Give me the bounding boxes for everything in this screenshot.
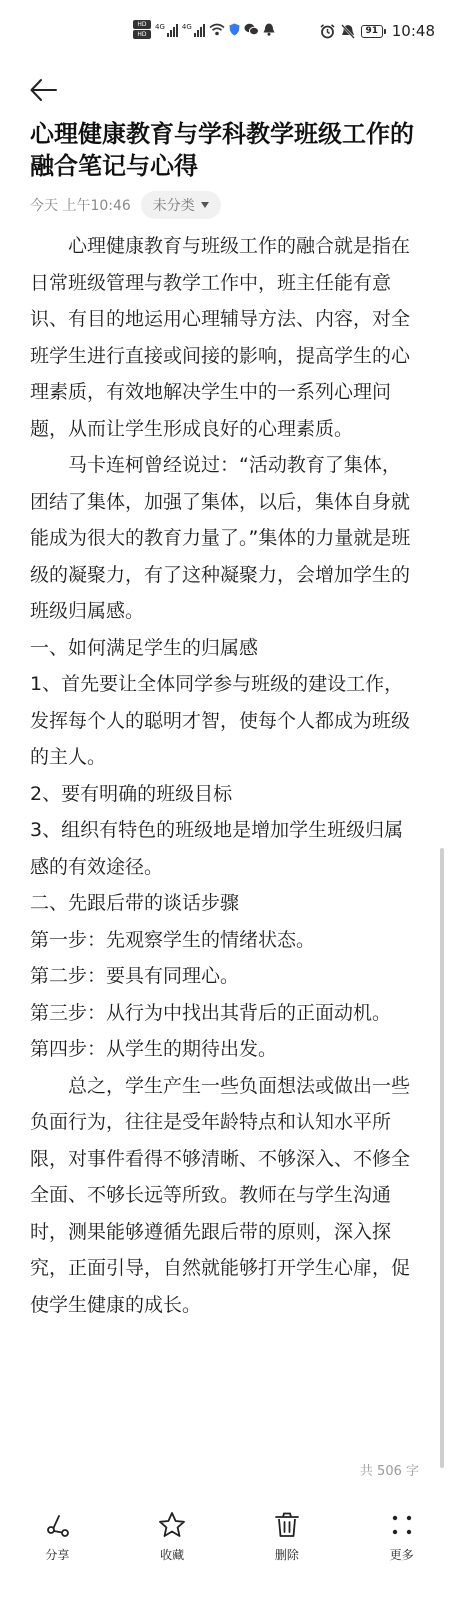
more-dots-icon xyxy=(387,1510,417,1540)
section-heading: 二、先跟后带的谈话步骤 xyxy=(30,892,240,914)
signal-icon xyxy=(155,23,178,37)
paragraph: 2、要有明确的班级目标 xyxy=(30,782,233,805)
status-right xyxy=(320,22,435,40)
paragraph: 马卡连柯曾经说过：“活动教育了集体，团结了集体，加强了集体，以后，集体自身就能成为很大的教育力量了。”集体的力量就是班级的凝聚力，有了这种凝聚力，会增加学生的班级归属感。 xyxy=(30,454,411,622)
shield-icon xyxy=(229,23,240,36)
status-left xyxy=(133,20,275,39)
paragraph: 第二步：要具有同理心。 xyxy=(30,965,240,987)
notification-bell-icon xyxy=(263,23,275,36)
trash-icon xyxy=(272,1510,302,1540)
chevron-down-icon xyxy=(201,202,209,208)
signal-icon-2 xyxy=(182,23,205,37)
back-arrow-icon xyxy=(28,74,60,106)
scrollbar[interactable] xyxy=(440,848,444,1468)
battery-level: 91 xyxy=(361,25,383,38)
battery-icon xyxy=(361,25,386,38)
network-type-1: 4G xyxy=(155,22,165,31)
note-body[interactable] xyxy=(30,228,418,1323)
hd-badge-2: HD xyxy=(133,30,151,39)
network-type-2: 4G xyxy=(181,22,192,31)
share-label: 分享 xyxy=(45,1548,70,1562)
share-button[interactable] xyxy=(0,1500,115,1600)
hd-badge-1: HD xyxy=(133,20,151,29)
back-button[interactable] xyxy=(28,74,60,106)
hd-badges xyxy=(133,20,151,39)
category-dropdown[interactable] xyxy=(141,191,221,219)
paragraph: 心理健康教育与班级工作的融合就是指在日常班级管理与教学工作中，班主任能有意识、有目的地运用心理辅导方法、内容，对全班学生进行直接或间接的影响，提高学生的心理素质，有效地解决学生中的一系列心理问题，从而让学生形成良好的心理素质。 xyxy=(30,235,411,440)
star-icon xyxy=(157,1510,187,1540)
mute-icon xyxy=(341,24,355,39)
wechat-icon xyxy=(244,23,259,36)
paragraph: 第四步：从学生的期待出发。 xyxy=(30,1038,278,1060)
more-label: 更多 xyxy=(389,1548,414,1562)
delete-label: 删除 xyxy=(274,1548,299,1562)
paragraph: 第一步：先观察学生的情绪状态。 xyxy=(30,928,316,951)
delete-button[interactable] xyxy=(230,1500,345,1600)
note-meta xyxy=(30,191,221,219)
favorite-button[interactable] xyxy=(115,1500,230,1600)
paragraph: 总之，学生产生一些负面想法或做出一些负面行为，往往是受年龄特点和认知水平所限，对事件看得不够清晰、不够深入、不修全全面、不够长远等所致。教师在与学生沟通时，测果能够遵循先跟后带的原则，深入探究，正面引导，自然就能够打开学生心扉，促使学生健康的成长。 xyxy=(30,1074,411,1316)
section-heading: 一、如何满足学生的归属感 xyxy=(30,636,259,659)
category-label: 未分类 xyxy=(152,198,195,214)
wifi-icon xyxy=(209,23,225,36)
more-button[interactable] xyxy=(344,1500,459,1600)
favorite-label: 收藏 xyxy=(160,1548,185,1562)
paragraph: 1、首先要让全体同学参与班级的建设工作，发挥每个人的聪明才智，使每个人都成为班级的主人。 xyxy=(30,673,411,768)
word-count: 共 506 字 xyxy=(359,1464,419,1479)
status-bar xyxy=(0,0,459,68)
paragraph: 第三步：从行为中找出其背后的正面动机。 xyxy=(30,1001,392,1024)
paragraph: 3、组织有特色的班级地是增加学生班级归属感的有效途径。 xyxy=(30,819,404,878)
clock: 10:48 xyxy=(391,22,435,40)
note-title[interactable]: 心理健康教育与学科教学班级工作的融合笔记与心得 xyxy=(30,120,414,180)
note-date: 今天 上午10:46 xyxy=(30,198,131,214)
bottom-toolbar xyxy=(0,1500,459,1600)
alarm-icon xyxy=(320,24,335,39)
share-icon xyxy=(42,1510,72,1540)
